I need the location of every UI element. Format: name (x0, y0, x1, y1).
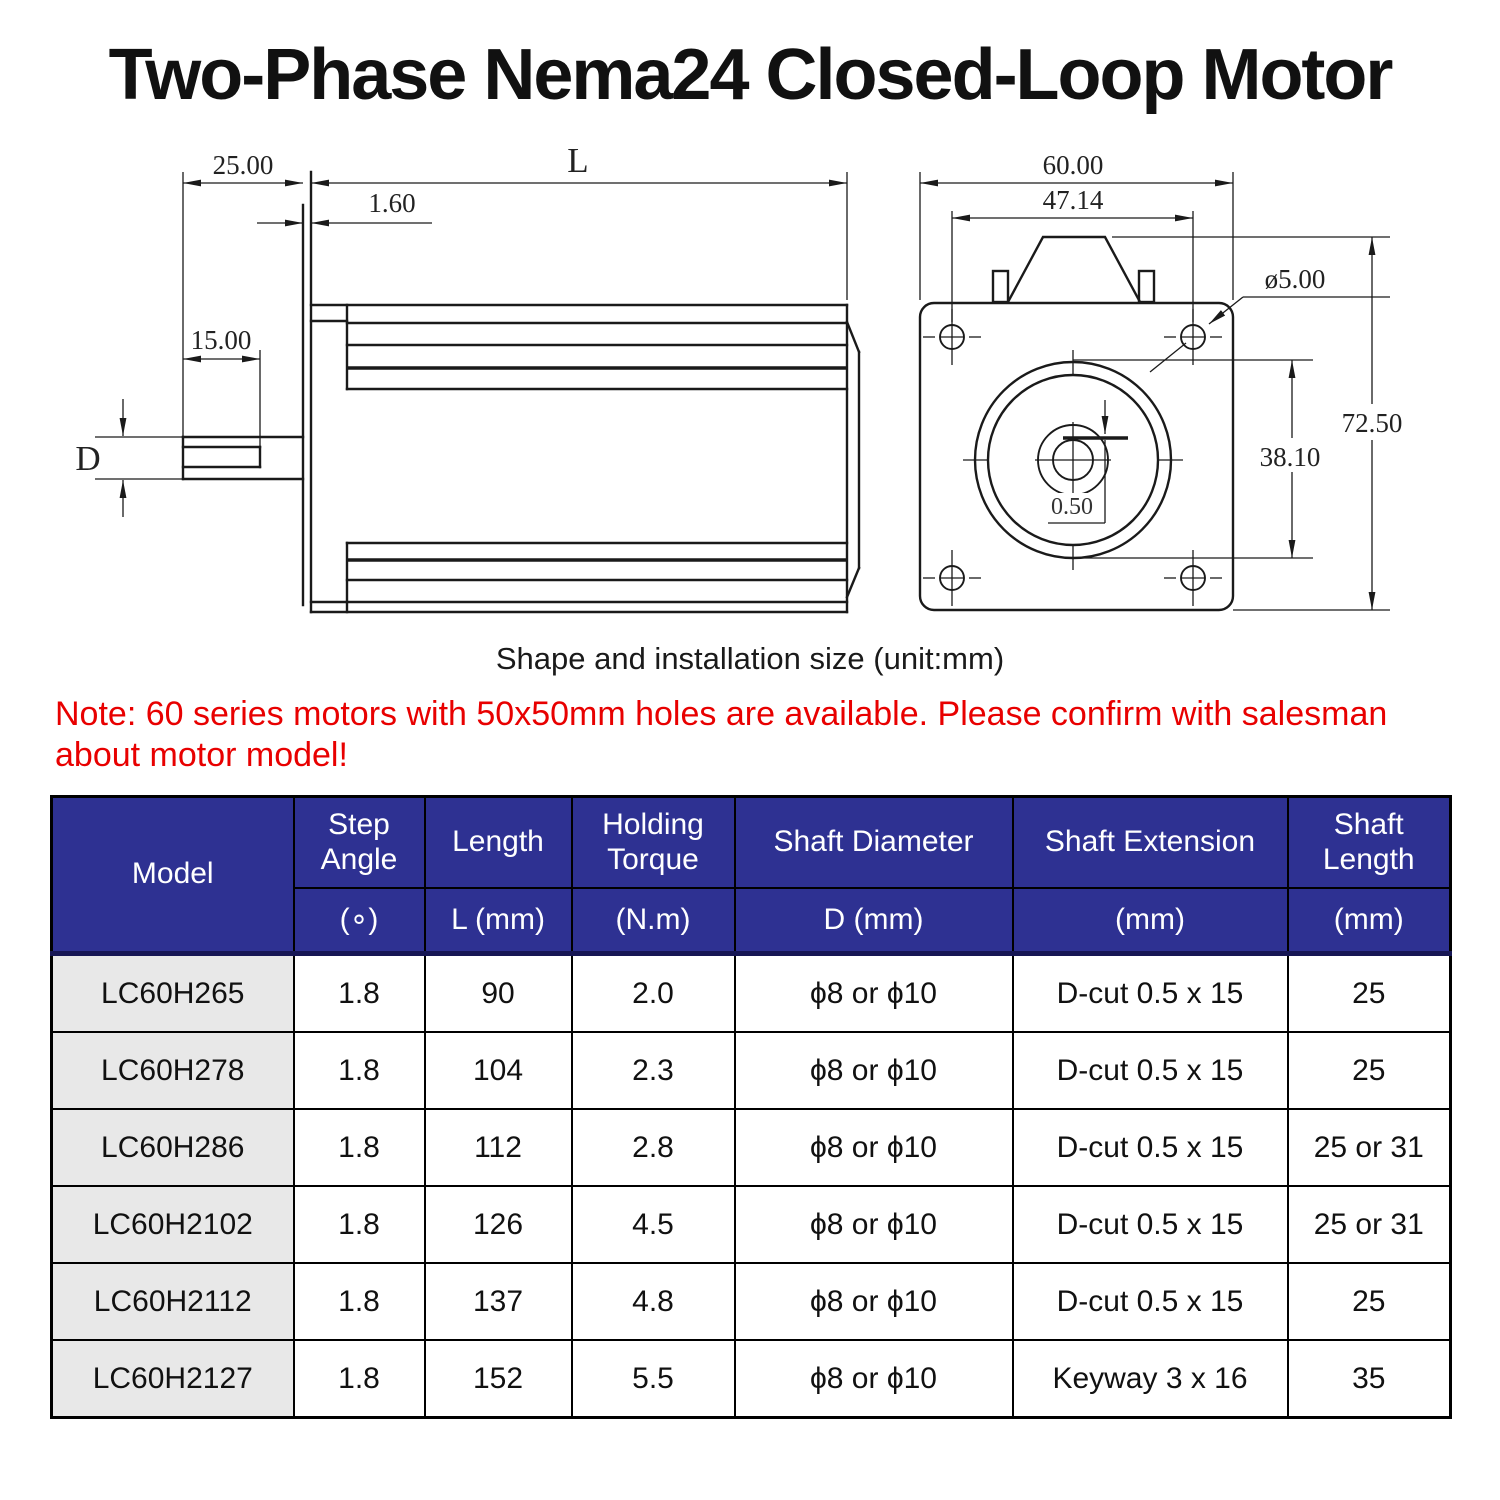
cell-shaft-extension: D-cut 0.5 x 15 (1013, 1186, 1288, 1263)
cell-model: LC60H2112 (52, 1263, 294, 1340)
col-header-shaft-extension: Shaft Extension (1013, 797, 1288, 889)
col-header-length: Length (425, 797, 572, 889)
cell-step-angle: 1.8 (294, 1109, 425, 1186)
cell-holding-torque: 2.8 (572, 1109, 735, 1186)
cell-shaft-extension: D-cut 0.5 x 15 (1013, 1032, 1288, 1109)
cell-model: LC60H2127 (52, 1340, 294, 1418)
table-row (52, 1340, 1451, 1418)
cell-model: LC60H265 (52, 954, 294, 1033)
cell-step-angle: 1.8 (294, 1263, 425, 1340)
table-row (52, 1263, 1451, 1340)
dim-body-length: L (567, 141, 589, 180)
cell-shaft-diameter: ϕ8 or ϕ10 (735, 1186, 1013, 1263)
cell-shaft-length: 25 (1288, 1032, 1451, 1109)
dim-hole-diameter: ø5.00 (1264, 264, 1326, 294)
col-unit-shaft-diameter: D (mm) (735, 888, 1013, 954)
cell-length: 112 (425, 1109, 572, 1186)
dim-flange-width: 60.00 (1042, 150, 1104, 180)
cell-length: 152 (425, 1340, 572, 1418)
drawing-caption: Shape and installation size (unit:mm) (495, 641, 1005, 676)
cell-shaft-extension: D-cut 0.5 x 15 (1013, 1263, 1288, 1340)
cell-length: 90 (425, 954, 572, 1033)
cell-shaft-diameter: ϕ8 or ϕ10 (735, 1340, 1013, 1418)
dim-flange-thickness: 1.60 (368, 188, 416, 218)
dim-shaft-length: 25.00 (212, 150, 274, 180)
col-header-shaft-diameter: Shaft Diameter (735, 797, 1013, 889)
front-view-dimensions (920, 150, 1418, 610)
spec-table (50, 795, 1452, 1419)
cell-model: LC60H286 (52, 1109, 294, 1186)
col-header-model: Model (52, 797, 294, 954)
motor-side-view (183, 172, 859, 612)
col-header-step-angle: Step Angle (294, 797, 425, 889)
cell-shaft-diameter: ϕ8 or ϕ10 (735, 1032, 1013, 1109)
cell-step-angle: 1.8 (294, 954, 425, 1033)
cell-shaft-diameter: ϕ8 or ϕ10 (735, 1263, 1013, 1340)
technical-drawing (0, 130, 1500, 640)
dim-overall-height: 72.50 (1341, 408, 1403, 438)
cell-model: LC60H2102 (52, 1186, 294, 1263)
cell-step-angle: 1.8 (294, 1340, 425, 1418)
cell-length: 126 (425, 1186, 572, 1263)
cell-shaft-extension: D-cut 0.5 x 15 (1013, 1109, 1288, 1186)
table-row (52, 1186, 1451, 1263)
cell-shaft-length: 25 or 31 (1288, 1109, 1451, 1186)
spec-table-header (52, 797, 1451, 954)
cell-holding-torque: 4.8 (572, 1263, 735, 1340)
table-row (52, 1032, 1451, 1109)
cell-length: 137 (425, 1263, 572, 1340)
col-unit-shaft-length: (mm) (1288, 888, 1451, 954)
cell-holding-torque: 5.5 (572, 1340, 735, 1418)
col-unit-holding-torque: (N.m) (572, 888, 735, 954)
dim-pilot-diameter: 38.10 (1259, 442, 1321, 472)
cell-shaft-length: 25 (1288, 1263, 1451, 1340)
motor-front-view (920, 237, 1233, 610)
table-row (52, 1109, 1451, 1186)
col-header-shaft-length: Shaft Length (1288, 797, 1451, 889)
col-unit-shaft-extension: (mm) (1013, 888, 1288, 954)
cell-length: 104 (425, 1032, 572, 1109)
cell-shaft-extension: Keyway 3 x 16 (1013, 1340, 1288, 1418)
cell-shaft-diameter: ϕ8 or ϕ10 (735, 954, 1013, 1033)
dim-dcut-depth: 0.50 (1051, 494, 1093, 520)
cell-shaft-extension: D-cut 0.5 x 15 (1013, 954, 1288, 1033)
cell-holding-torque: 4.5 (572, 1186, 735, 1263)
cell-holding-torque: 2.3 (572, 1032, 735, 1109)
cell-shaft-diameter: ϕ8 or ϕ10 (735, 1109, 1013, 1186)
cell-shaft-length: 35 (1288, 1340, 1451, 1418)
dim-hole-spacing: 47.14 (1042, 185, 1104, 215)
side-view-dimensions (75, 141, 847, 517)
col-unit-step-angle: (∘) (294, 888, 425, 954)
cell-holding-torque: 2.0 (572, 954, 735, 1033)
cell-shaft-length: 25 (1288, 954, 1451, 1033)
table-row (52, 954, 1451, 1033)
dim-shaft-diameter: D (75, 439, 101, 478)
availability-note: Note: 60 series motors with 50x50mm holes are available. Please confirm with salesman about motor model! (55, 695, 1388, 775)
col-unit-length: L (mm) (425, 888, 572, 954)
cell-step-angle: 1.8 (294, 1186, 425, 1263)
col-header-holding-torque: Holding Torque (572, 797, 735, 889)
cell-step-angle: 1.8 (294, 1032, 425, 1109)
dim-dcut-length: 15.00 (190, 325, 252, 355)
page-title: Two-Phase Nema24 Closed-Loop Motor (108, 35, 1392, 115)
cell-shaft-length: 25 or 31 (1288, 1186, 1451, 1263)
cell-model: LC60H278 (52, 1032, 294, 1109)
